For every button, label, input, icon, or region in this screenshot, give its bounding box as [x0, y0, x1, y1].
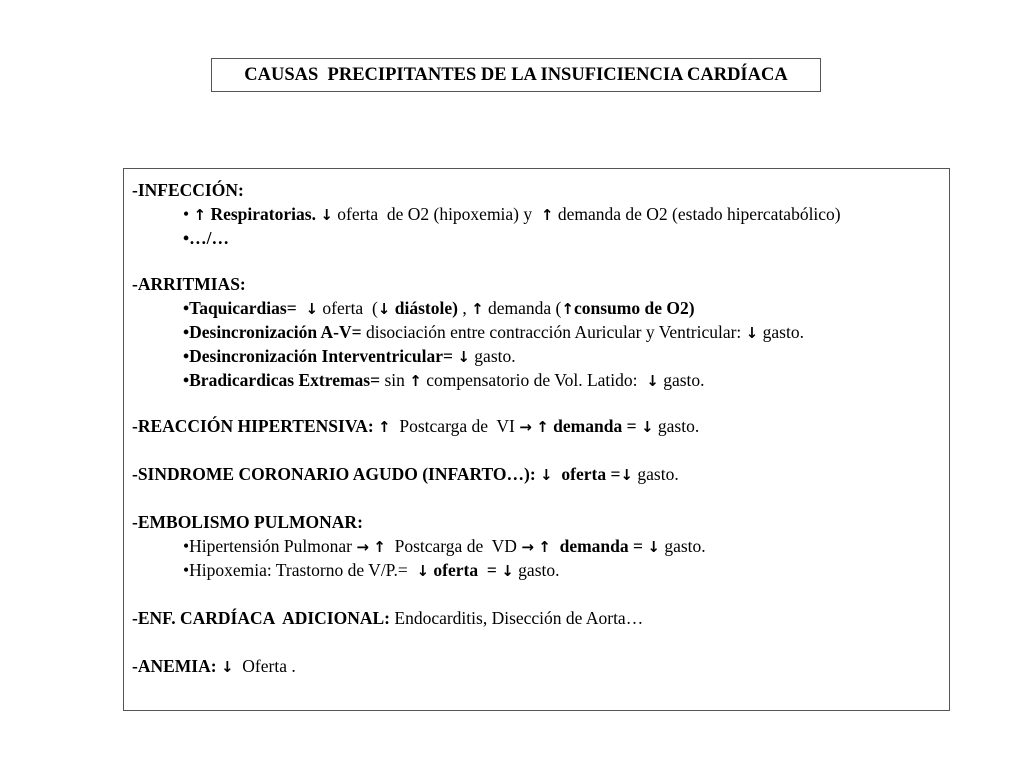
arrow-down-icon: ↓ — [501, 562, 514, 580]
arrow-down-icon: ↓ — [320, 206, 333, 224]
item-bold-text: oferta = — [561, 464, 621, 484]
item-text: demanda ( — [488, 298, 562, 318]
item-text: Oferta . — [242, 656, 296, 676]
arrow-right-icon: → — [356, 538, 369, 556]
arrow-down-icon: ↓ — [640, 418, 654, 436]
arrow-up-icon: ↑ — [540, 206, 554, 224]
item-text: oferta ( — [322, 298, 378, 318]
content-panel — [123, 168, 950, 711]
item-text: disociación entre contracción Auricular y Ventricular: — [366, 322, 742, 342]
section-anemia — [132, 655, 296, 678]
arrow-up-icon: ↑ — [378, 418, 391, 436]
arrow-down-icon: ↓ — [620, 466, 633, 484]
item-text: oferta de O2 (hipoxemia) y — [337, 204, 533, 224]
arrow-down-icon: ↓ — [540, 466, 553, 484]
list-item-desincronizacion-av — [183, 321, 804, 344]
arrow-down-icon: ↓ — [416, 562, 430, 580]
section-reaccion-heading: -REACCIÓN HIPERTENSIVA: — [132, 416, 374, 436]
arrow-up-icon: ↑ — [536, 418, 549, 436]
arrow-up-icon: ↑ — [561, 300, 574, 318]
item-label: Respiratorias. — [210, 204, 316, 224]
arrow-down-icon: ↓ — [305, 300, 319, 318]
item-bold-text: consumo de O2) — [573, 298, 695, 318]
section-sindrome — [132, 463, 679, 486]
list-item-hipertension-pulmonar — [183, 535, 706, 558]
item-text: gasto. — [663, 370, 705, 390]
list-item-more: •…/… — [183, 228, 229, 248]
section-infeccion-heading: -INFECCIÓN: — [132, 180, 244, 200]
section-anemia-heading: -ANEMIA: — [132, 656, 217, 676]
item-text: •Hipertensión Pulmonar — [183, 536, 352, 556]
item-text: •Hipoxemia: Trastorno de V/P.= — [183, 560, 408, 580]
item-bold-text: diástole) — [394, 298, 458, 318]
item-bold-text: oferta = — [433, 560, 497, 580]
section-reaccion — [132, 415, 699, 438]
bullet: • — [183, 204, 190, 224]
list-item-hipoxemia — [183, 559, 560, 582]
item-text: gasto. — [762, 322, 804, 342]
item-text: sin — [384, 370, 405, 390]
arrow-up-icon: ↑ — [193, 206, 207, 224]
section-sindrome-heading: -SINDROME CORONARIO AGUDO (INFARTO…): — [132, 464, 536, 484]
item-text: gasto. — [637, 464, 679, 484]
item-text: Postcarga de VI — [399, 416, 515, 436]
arrow-down-icon: ↓ — [377, 300, 391, 318]
arrow-up-icon: ↑ — [471, 300, 484, 318]
item-text: compensatorio de Vol. Latido: — [426, 370, 638, 390]
list-item-respiratorias — [183, 203, 841, 226]
item-label: •Desincronización A-V= — [183, 322, 362, 342]
item-text: gasto. — [664, 536, 706, 556]
item-text: gasto. — [657, 416, 700, 436]
list-item-bradicardicas — [183, 369, 705, 392]
item-text: , — [462, 298, 467, 318]
item-label: •Bradicardicas Extremas= — [183, 370, 381, 390]
arrow-right-icon: → — [519, 418, 532, 436]
list-item-desincronizacion-iv — [183, 345, 516, 368]
arrow-down-icon: ↓ — [646, 372, 659, 390]
item-text: gasto. — [518, 560, 560, 580]
arrow-down-icon: ↓ — [457, 348, 470, 366]
slide-title: CAUSAS PRECIPITANTES DE LA INSUFICIENCIA CARDÍACA — [211, 58, 821, 92]
section-enf-cardiaca — [132, 607, 643, 629]
item-label: •Taquicardias= — [183, 298, 297, 318]
arrow-down-icon: ↓ — [220, 658, 234, 676]
item-text: Postcarga de VD — [394, 536, 517, 556]
item-text: Endocarditis, Disección de Aorta… — [394, 608, 644, 628]
item-label: •Desincronización Interventricular= — [183, 346, 453, 366]
section-enf-heading: -ENF. CARDÍACA ADICIONAL: — [132, 608, 390, 628]
arrow-up-icon: ↑ — [538, 538, 551, 556]
arrow-up-icon: ↑ — [373, 538, 386, 556]
arrow-down-icon: ↓ — [745, 324, 759, 342]
arrow-right-icon: → — [521, 538, 534, 556]
list-item-taquicardias — [183, 297, 695, 320]
item-bold-text: demanda = — [559, 536, 643, 556]
section-embolismo-heading: -EMBOLISMO PULMONAR: — [132, 512, 363, 532]
arrow-up-icon: ↑ — [409, 372, 422, 390]
section-arritmias-heading: -ARRITMIAS: — [132, 274, 246, 294]
item-bold-text: demanda = — [553, 416, 637, 436]
item-text: demanda de O2 (estado hipercatabólico) — [557, 204, 841, 224]
arrow-down-icon: ↓ — [647, 538, 660, 556]
item-text: gasto. — [474, 346, 516, 366]
